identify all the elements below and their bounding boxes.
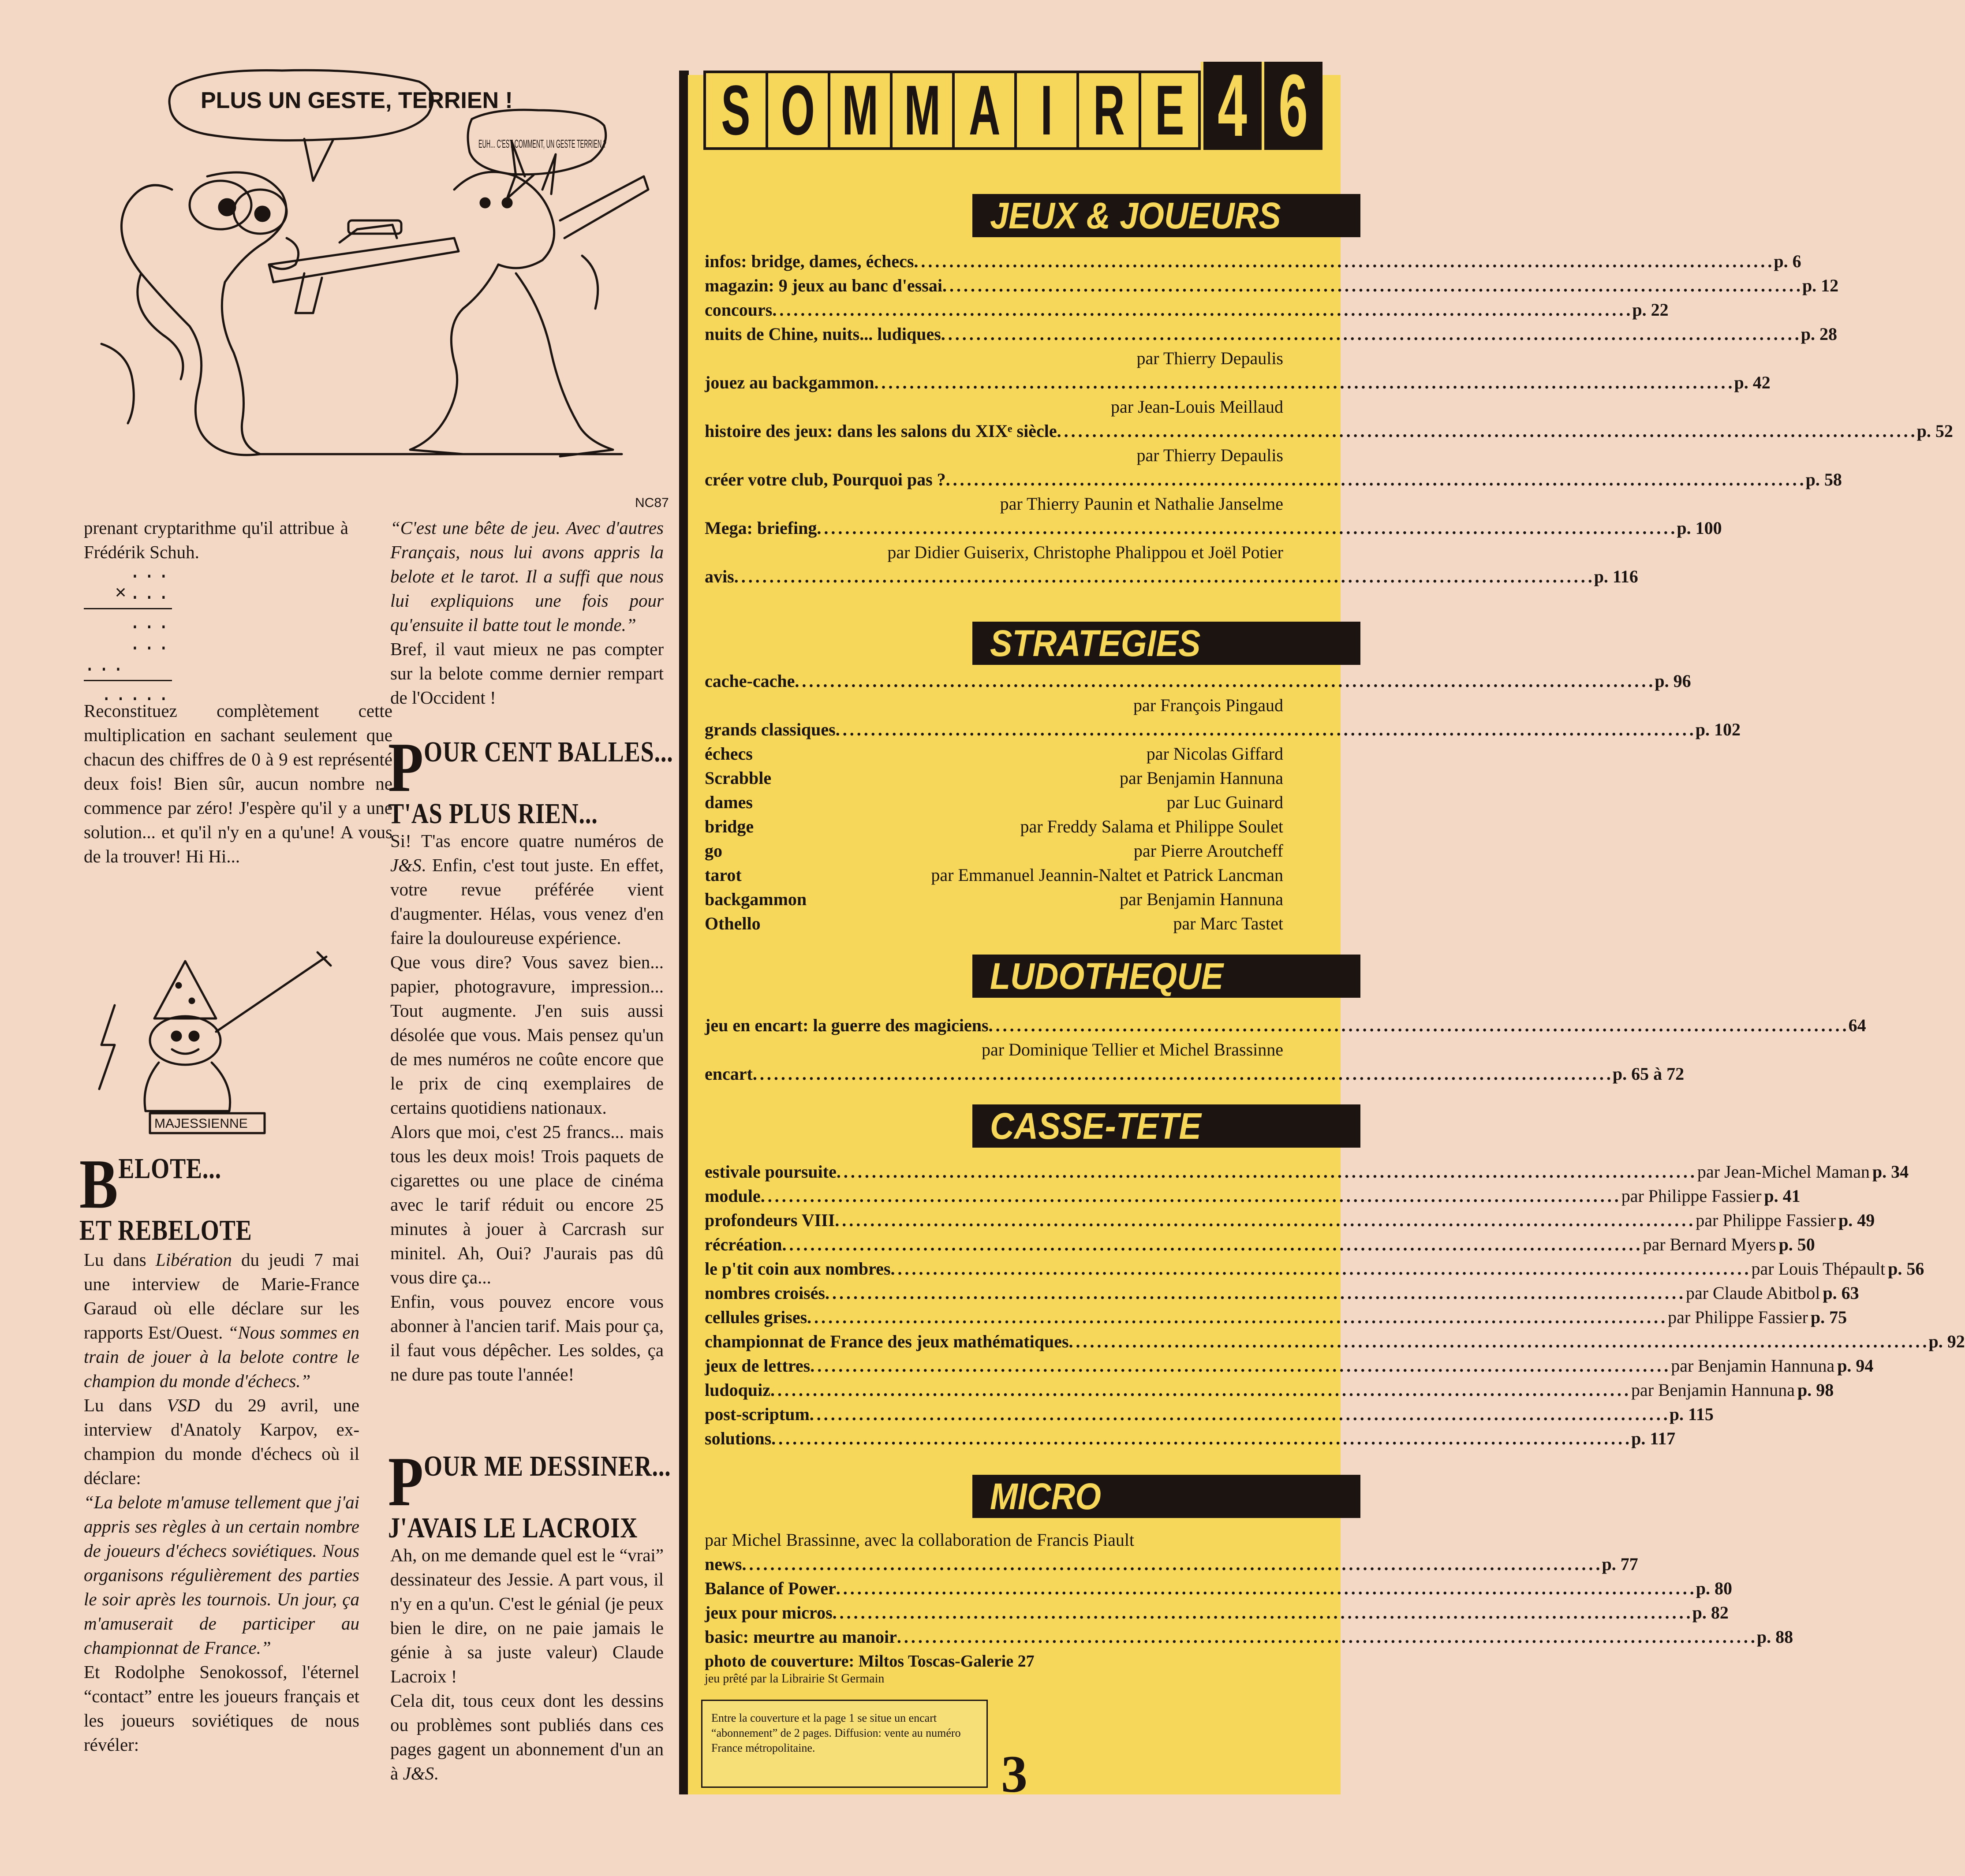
lacroix-headline-2: J'AVAIS LE LACROIX: [388, 1512, 638, 1544]
section-label: LUDOTHEQUE: [990, 955, 1224, 997]
text-run: . Enfin, c'est tout juste. En effet, votre revue préférée vient d'augmenter. Hélas, vous venez d'en faire la douloureuse expérience.: [390, 855, 664, 948]
lacroix-headline-1: OUR ME DESSINER...: [423, 1450, 671, 1482]
toc-entry: [705, 1062, 1685, 1086]
puzzle-instructions: Reconstituez complètement cette multiplication en sachant seulement que chacun des chiffres de 0 à 9 est représenté deux fois! Bien sûr, aucun nombre ne commence par zéro! J'espère qu'il y a une solution... et qu'il n'y en a qu'une! A vous de la trouver! Hi Hi...: [84, 701, 392, 866]
toc-leader: [914, 249, 1771, 273]
toc-title: récréation: [705, 1235, 782, 1254]
toc-gap: [753, 790, 1163, 814]
toc-author: par Emmanuel Jeannin-Naltet et Patrick Lancman: [931, 865, 1283, 885]
page-number: 3: [1001, 1745, 1027, 1803]
wizard-cartoon: [97, 944, 344, 1138]
toc-entry: [705, 1625, 1793, 1649]
section-jeux-joueurs: [972, 194, 1360, 237]
toc-leader: [836, 717, 1693, 742]
cent-balles-headline-1: OUR CENT BALLES...: [423, 736, 673, 768]
toc-leader: [837, 1160, 1694, 1184]
toc-entry: [705, 1305, 1847, 1329]
toc-page: p. 56: [1888, 1259, 1924, 1279]
puzzle-row: ...: [84, 655, 127, 677]
puzzle-rule: [84, 608, 172, 609]
text-run: du jeudi 7 mai une interview de Marie-France Garaud où elle déclare sur les rapports Est/Ouest.: [84, 1249, 359, 1343]
toc-title: Othello: [705, 914, 761, 933]
toc-title: tarot: [705, 865, 742, 885]
toc-title: championnat de France des jeux mathématiques: [705, 1331, 1069, 1351]
toc-title: jeu en encart: la guerre des magiciens: [705, 1015, 989, 1035]
toc-entry: [705, 911, 1283, 936]
toc-entry: [705, 669, 1691, 693]
toc-leader: [1057, 419, 1914, 443]
toc-title: infos: bridge, dames, échecs: [705, 251, 914, 271]
toc-page: p. 98: [1797, 1380, 1834, 1400]
puzzle-rule: [84, 680, 172, 681]
banner-letter-text: E: [1155, 71, 1184, 149]
text-run: Si! T'as encore quatre numéros de: [390, 831, 664, 851]
toc-leader: [771, 1426, 1629, 1451]
banner-letter-text: I: [1040, 71, 1053, 149]
toc-title: créer votre club, Pourquoi pas ?: [705, 470, 946, 489]
toc-title: concours: [705, 300, 773, 320]
toc-leader: [782, 1232, 1639, 1257]
toc-title: dames: [705, 792, 753, 812]
toc-micro: [705, 1528, 1793, 1649]
belote-p2: [84, 1393, 359, 1490]
toc-leader: [989, 1013, 1846, 1037]
intro-text: prenant cryptarithme qu'il attribue à Frédérik Schuh.: [84, 518, 348, 562]
section-label: JEUX & JOUEURS: [990, 195, 1281, 236]
insert-note-box: [701, 1700, 988, 1788]
text-run: J&S: [403, 1763, 434, 1783]
banner-letter-text: M: [842, 71, 878, 149]
toc-gap: [807, 887, 1116, 911]
cent-balles-p3: Alors que moi, c'est 25 francs... mais tous les deux mois! Trois paquets de cigarettes ou une place de cinéma avec le tarif réduit ou encore 25 minutes à jouer à Carcrash sur minitel. Ah, Oui? J'aurais pas dû vous dire ça...: [390, 1122, 664, 1287]
toc-page: p. 96: [1655, 671, 1691, 691]
puzzle-row: .....: [100, 684, 172, 706]
text-run: Lu dans: [84, 1395, 167, 1415]
toc-title: jeux de lettres: [705, 1356, 811, 1376]
banner-letter-text: R: [1093, 71, 1125, 149]
toc-entry: [705, 1329, 1965, 1354]
toc-entry: [705, 419, 1953, 443]
toc-leader: [942, 273, 1800, 298]
puzzle-row: ×...: [115, 583, 172, 605]
lacroix-p1: Ah, on me demande quel est le “vrai” dessinateur des Jessie. A part vous, il n'y en a qu'un. C'est le génial (je peux bien le dire, on ne paie jamais le génie à sa juste valeur) Claude Lacroix !: [390, 1545, 664, 1686]
toc-page: p. 117: [1631, 1428, 1676, 1448]
toc-leader: [835, 1208, 1692, 1232]
belote-conclusion: Bref, il vaut mieux ne pas compter sur la belote comme dernier rempart de l'Occident !: [390, 639, 664, 708]
toc-page: p. 102: [1695, 720, 1741, 739]
section-strategies: [972, 622, 1360, 665]
toc-byline: par Didier Guiserix, Christophe Phalippou et Joël Potier: [887, 542, 1283, 562]
toc-page: p. 94: [1837, 1356, 1874, 1376]
banner-letter: [890, 71, 952, 150]
wizard-caption: MAJESSIENNE: [154, 1116, 248, 1131]
toc-leader: [891, 1257, 1748, 1281]
belote-headline-2: ET REBELOTE: [79, 1214, 252, 1246]
banner-letter-text: A: [968, 71, 1001, 149]
toc-entry: [705, 814, 1283, 839]
toc-title: backgammon: [705, 889, 807, 909]
section-casse-tete: [972, 1104, 1360, 1148]
toc-author: par Philippe Fassier: [1621, 1186, 1762, 1206]
section-label: MICRO: [990, 1476, 1101, 1517]
toc-byline: par Thierry Depaulis: [1136, 348, 1283, 368]
toc-entry: [705, 1576, 1732, 1600]
cover-photo-credit: photo de couverture: Miltos Toscas-Galerie 27: [705, 1652, 1035, 1671]
toc-entry: [705, 1552, 1638, 1576]
toc-leader: [761, 1184, 1618, 1208]
toc-entry: [705, 273, 1839, 298]
toc-leader: [770, 1378, 1628, 1402]
toc-title: jeux pour micros: [705, 1603, 833, 1622]
toc-gap: [753, 742, 1143, 766]
toc-leader: [742, 1552, 1599, 1576]
toc-entry: [705, 1013, 1866, 1037]
left-column-intro: [84, 516, 348, 564]
toc-byline: par Jean-Louis Meillaud: [1111, 397, 1283, 417]
toc-gap: [722, 839, 1130, 863]
toc-author: par Freddy Salama et Philippe Soulet: [1020, 817, 1283, 836]
cent-balles-headline: [388, 728, 673, 830]
toc-entry: [705, 1232, 1815, 1257]
toc-byline: par Thierry Paunin et Nathalie Janselme: [1000, 494, 1283, 514]
toc-title: Mega: briefing: [705, 518, 817, 538]
toc-title: nuits de Chine, nuits... ludiques: [705, 324, 941, 344]
toc-title: post-scriptum: [705, 1404, 810, 1424]
toc-entry: [705, 1402, 1714, 1426]
wizard-drawing: [97, 944, 344, 1138]
issue-digit-text: 4: [1218, 56, 1248, 155]
toc-entry: [705, 370, 1771, 395]
toc-page: p. 75: [1810, 1307, 1847, 1327]
toc-title: Balance of Power: [705, 1578, 836, 1598]
toc-leader: [941, 322, 1798, 346]
toc-title: basic: meurtre au manoir: [705, 1627, 897, 1647]
toc-author: par Bernard Myers: [1643, 1235, 1776, 1254]
toc-leader: [734, 564, 1591, 589]
toc-page: p. 63: [1823, 1283, 1859, 1303]
cent-balles-dropcap: P: [388, 728, 424, 806]
belote-p3: Et Rodolphe Senokossof, l'éternel “contact” entre les joueurs français et les joueurs soviétiques de nous révéler:: [84, 1662, 359, 1755]
cent-balles-headline-2: T'AS PLUS RIEN...: [388, 798, 598, 830]
text-run: .: [434, 1763, 439, 1783]
banner-letter-text: O: [781, 71, 815, 149]
toc-ludotheque: [705, 1013, 1866, 1086]
toc-entry: [705, 1208, 1875, 1232]
senokossof-quote: “C'est une bête de jeu. Avec d'autres Français, nous lui avons appris la belote et le tarot. Il a suffi que nous lui expliquions une fois pour qu'ensuite il batte tout le monde.”: [390, 518, 664, 635]
toc-page: p. 65 à 72: [1612, 1064, 1685, 1084]
banner-letter: [766, 71, 828, 150]
toc-leader: [825, 1281, 1682, 1305]
toc-author: par Benjamin Hannuna: [1631, 1380, 1795, 1400]
left-column-p1: [84, 699, 392, 869]
section-ludotheque: [972, 955, 1360, 998]
toc-entry: [705, 742, 1283, 766]
middle-column-cent-balles: [390, 829, 664, 1387]
belote-p1: [84, 1248, 359, 1393]
toc-leader: [772, 298, 1629, 322]
toc-entry: [705, 564, 1638, 589]
toc-entry: [705, 1378, 1834, 1402]
toc-title: nombres croisés: [705, 1283, 825, 1303]
toc-page: p. 58: [1805, 470, 1842, 489]
toc-author: par Louis Thépault: [1751, 1259, 1886, 1279]
cent-balles-p4: Enfin, vous pouvez encore vous abonner à l'ancien tarif. Mais pour ça, il faut vous dépêcher. Les soldes, ça ne dure pas toute l'année!: [390, 1291, 664, 1384]
toc-page: p. 52: [1916, 421, 1953, 441]
text-run: du 29 avril, une interview d'Anatoly Karpov, ex-champion du monde d'échecs où il déclare:: [84, 1395, 359, 1488]
toc-page: p. 6: [1774, 251, 1801, 271]
toc-author: par Claude Abitbol: [1685, 1283, 1820, 1303]
belote-headline: [79, 1145, 252, 1246]
toc-page: p. 12: [1802, 276, 1839, 295]
toc-entry: [705, 839, 1283, 863]
toc-page: p. 80: [1696, 1578, 1732, 1598]
section-micro: [972, 1475, 1360, 1518]
toc-strategies: [705, 669, 1741, 936]
game-lender-credit: jeu prêté par la Librairie St Germain: [705, 1672, 885, 1686]
toc-entry: [705, 249, 1801, 273]
toc-page: p. 50: [1778, 1235, 1815, 1254]
toc-casse-tete: [705, 1160, 1965, 1451]
cartoon-drawing: [75, 44, 679, 516]
toc-page: p. 100: [1677, 518, 1722, 538]
photo-credit: [705, 1651, 1283, 1686]
bubble-1-text: PLUS UN GESTE, TERRIEN !: [201, 88, 513, 113]
middle-column-top: [390, 516, 664, 710]
toc-page: p. 116: [1594, 567, 1638, 586]
toc-title: ludoquiz: [705, 1380, 770, 1400]
text-run: Lu dans: [84, 1249, 156, 1270]
toc-leader: [1069, 1329, 1926, 1354]
text-run: “Nous sommes en train de jouer à la belote contre le champion du monde d'échecs.”: [84, 1322, 359, 1391]
puzzle-row: ...: [129, 562, 172, 584]
toc-entry: [705, 1257, 1924, 1281]
toc-leader: [836, 1576, 1693, 1600]
cartoon-signature: NC87: [635, 496, 669, 510]
toc-leader: [807, 1305, 1664, 1329]
toc-author: par Nicolas Giffard: [1146, 744, 1283, 764]
toc-entry: [705, 516, 1722, 540]
toc-leader: [874, 370, 1731, 395]
toc-title: encart: [705, 1064, 753, 1084]
toc-page: p. 28: [1801, 324, 1838, 344]
toc-entry: [705, 1426, 1676, 1451]
toc-entry: [705, 717, 1741, 742]
toc-jeux-joueurs: [705, 249, 1953, 589]
toc-entry: [705, 766, 1283, 790]
toc-title: cache-cache: [705, 671, 795, 691]
belote-headline-1: ELOTE...: [118, 1152, 221, 1185]
banner-letter: [952, 71, 1014, 150]
banner-letter: [1014, 71, 1076, 150]
toc-title: go: [705, 841, 722, 861]
puzzle-row: ...: [129, 634, 172, 656]
toc-title: le p'tit coin aux nombres: [705, 1259, 891, 1279]
toc-title: solutions: [705, 1428, 772, 1448]
banner-letter-text: S: [721, 71, 751, 149]
section-label: CASSE-TETE: [990, 1105, 1201, 1147]
toc-title: profondeurs VIII: [705, 1210, 835, 1230]
toc-entry: [705, 467, 1842, 492]
toc-author: par Marc Tastet: [1173, 914, 1283, 933]
toc-gap: [754, 814, 1016, 839]
toc-title: avis: [705, 567, 734, 586]
toc-entry: [705, 322, 1838, 346]
toc-leader: [810, 1402, 1667, 1426]
toc-entry: [705, 1184, 1801, 1208]
toc-title: module: [705, 1186, 761, 1206]
toc-title: grands classiques: [705, 720, 836, 739]
issue-number-digit: [1201, 56, 1262, 155]
toc-page: p. 82: [1692, 1603, 1729, 1622]
toc-leader: [753, 1062, 1610, 1086]
toc-leader: [810, 1354, 1667, 1378]
toc-byline: par Michel Brassinne, avec la collaboration de Francis Piault: [705, 1530, 1135, 1550]
panel-shadow: [679, 71, 689, 1794]
sommaire-banner: [703, 56, 1322, 159]
toc-title: estivale poursuite: [705, 1162, 837, 1182]
toc-author: par Philippe Fassier: [1696, 1210, 1836, 1230]
puzzle-row: ...: [129, 612, 172, 634]
toc-title: échecs: [705, 744, 753, 764]
toc-byline: par Dominique Tellier et Michel Brassinne: [981, 1040, 1283, 1059]
toc-author: par Philippe Fassier: [1668, 1307, 1808, 1327]
toc-leader: [946, 467, 1803, 492]
issue-number-digit: [1262, 56, 1322, 155]
lacroix-dropcap: P: [388, 1442, 424, 1521]
text-run: Libération: [155, 1249, 232, 1270]
banner-letter: [828, 71, 890, 150]
toc-gap: [742, 863, 928, 887]
cent-balles-p2: Que vous dire? Vous savez bien... papier, photogravure, impression... Tout augmente. J'en suis aussi désolée que vous. Mais pensez qu'un de mes numéros ne coûte encore que le prix de cinq exemplaires de certains quotidiens nationaux.: [390, 952, 664, 1118]
toc-page: p. 42: [1734, 373, 1771, 392]
toc-page: p. 34: [1872, 1162, 1909, 1182]
text-run: Cela dit, tous ceux dont les dessins ou problèmes sont publiés dans ces pages gagent un abonnement d'un an à: [390, 1690, 664, 1783]
left-column-belote: [84, 1248, 359, 1757]
toc-entry: [705, 887, 1283, 911]
toc-title: Scrabble: [705, 768, 772, 788]
toc-page: p. 77: [1602, 1554, 1638, 1574]
toc-byline: par François Pingaud: [1133, 695, 1283, 715]
belote-dropcap: B: [79, 1145, 119, 1223]
toc-entry: [705, 1600, 1729, 1625]
toc-author: par Luc Guinard: [1166, 792, 1283, 812]
section-label: STRATEGIES: [990, 623, 1201, 664]
toc-entry: [705, 1354, 1874, 1378]
toc-gap: [771, 766, 1116, 790]
toc-title: histoire des jeux: dans les salons du XIXᵉ siècle: [705, 421, 1057, 441]
text-run: J&S: [390, 855, 422, 875]
toc-page: p. 49: [1838, 1210, 1875, 1230]
cryptarithm-puzzle: [84, 562, 172, 706]
toc-entry: [705, 1281, 1859, 1305]
toc-page: p. 115: [1669, 1404, 1714, 1424]
toc-leader: [817, 516, 1674, 540]
toc-entry: [705, 298, 1669, 322]
karpov-quote: “La belote m'amuse tellement que j'ai appris ses règles à un certain nombre de joueurs d'échecs soviétiques. Nous organisons régulièrement des parties le soir après les tournois. Un jour, ça m'amuserait de participer au championnat de France.”: [84, 1492, 359, 1658]
text-run: VSD: [167, 1395, 200, 1415]
alien-soldier-cartoon: [75, 44, 679, 516]
toc-author: par Pierre Aroutcheff: [1133, 841, 1283, 861]
lacroix-headline: [388, 1442, 671, 1544]
toc-title: news: [705, 1554, 742, 1574]
banner-letter: [1076, 71, 1139, 150]
toc-author: par Benjamin Hannuna: [1671, 1356, 1835, 1376]
toc-page: p. 22: [1632, 300, 1669, 320]
banner-letter: [703, 71, 766, 150]
toc-author: par Jean-Michel Maman: [1697, 1162, 1870, 1182]
toc-title: cellules grises: [705, 1307, 807, 1327]
toc-entry: [705, 1160, 1909, 1184]
cent-balles-p1: [390, 829, 664, 950]
issue-digit-text: 6: [1278, 56, 1308, 155]
banner-letter-text: M: [904, 71, 941, 149]
lacroix-p2: [390, 1689, 664, 1786]
toc-page: p. 92: [1928, 1331, 1965, 1351]
toc-leader: [833, 1600, 1690, 1625]
toc-page: 64: [1848, 1015, 1866, 1035]
toc-title: jouez au backgammon: [705, 373, 874, 392]
middle-column-lacroix: [390, 1543, 664, 1786]
toc-leader: [795, 669, 1652, 693]
banner-letter: [1139, 71, 1201, 150]
toc-entry: [705, 790, 1283, 814]
toc-author: par Benjamin Hannuna: [1120, 889, 1283, 909]
toc-title: bridge: [705, 817, 754, 836]
toc-gap: [761, 911, 1170, 936]
insert-note-text: Entre la couverture et la page 1 se situe un encart “abonnement” de 2 pages. Diffusion: vente au numéro France métropolitaine.: [711, 1712, 961, 1754]
toc-title: magazin: 9 jeux au banc d'essai: [705, 276, 942, 295]
toc-page: p. 88: [1756, 1627, 1793, 1647]
toc-entry: [705, 863, 1283, 887]
toc-author: par Benjamin Hannuna: [1120, 768, 1283, 788]
toc-page: p. 41: [1764, 1186, 1801, 1206]
bubble-2-text: EUH... C'EST COMMENT, UN GESTE TERRIEN ?: [478, 137, 606, 150]
toc-byline: par Thierry Depaulis: [1136, 445, 1283, 465]
toc-leader: [897, 1625, 1754, 1649]
